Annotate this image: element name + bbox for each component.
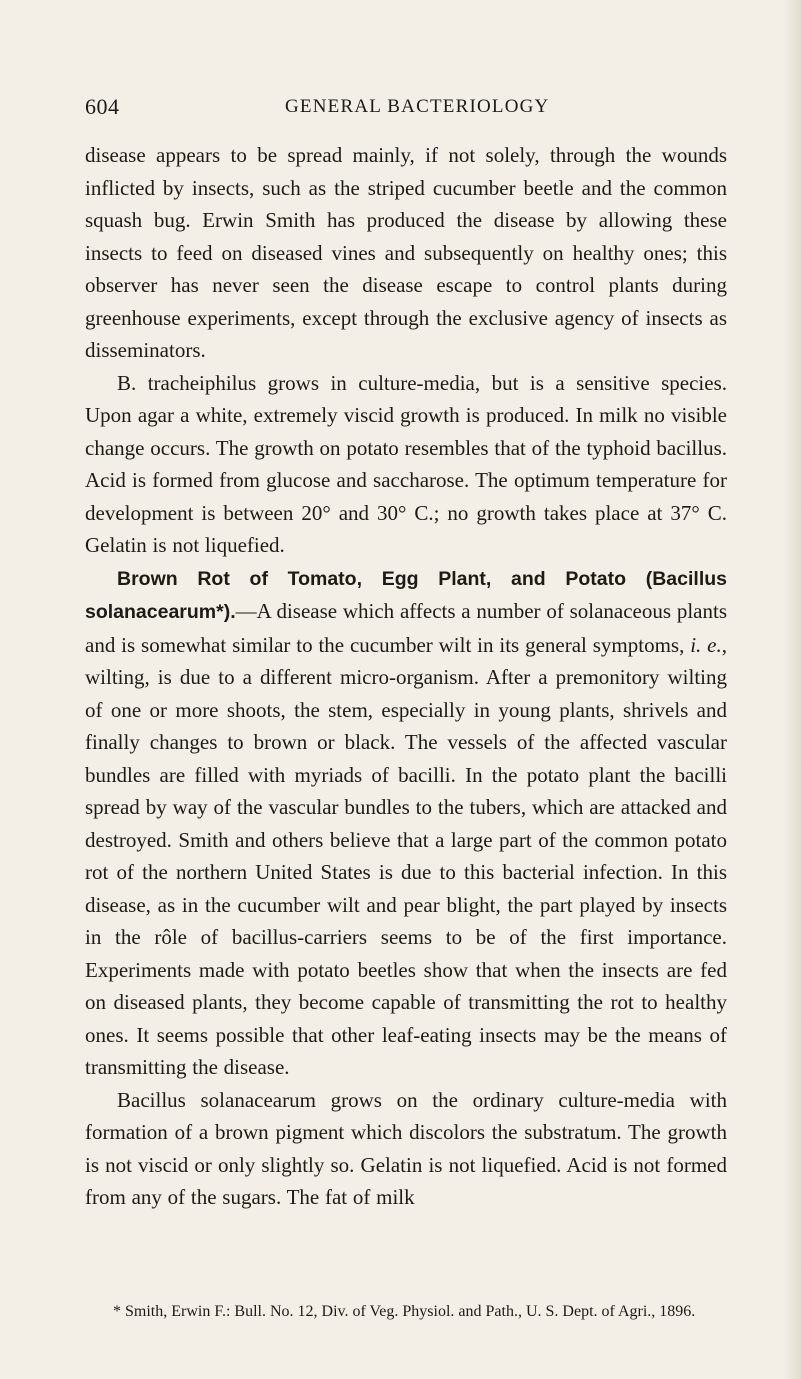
running-title: GENERAL BACTERIOLOGY xyxy=(285,96,550,117)
section-heading: Brown Rot of Tomato, Egg Plant, and Potato (Bacillus solanacearum*). xyxy=(85,567,727,623)
page-number: 604 xyxy=(85,94,120,119)
running-head xyxy=(85,94,730,134)
paragraph-4: Bacillus solanacearum grows on the ordinary culture-media with formation of a brown pigment which discolors the substratum. The growth is not viscid or only slightly so. Gelatin is not liquefied. Acid is not formed from any of the sugars. The fat of milk xyxy=(85,1087,727,1209)
paragraph-1: disease appears to be spread mainly, if not solely, through the wounds inflicted by insects, such as the striped cucumber beetle and the common squash bug. Erwin Smith has produced the disease by allowing these insects to feed on diseased vines and subsequently on healthy ones; this observer has never seen the disease escape to control plants during greenhouse experiments, except through the exclusive agency of insects as disseminators. xyxy=(85,143,727,362)
main-text xyxy=(85,139,727,1214)
footnote xyxy=(85,1301,727,1322)
paragraph-2: B. tracheiphilus grows in culture-media, but is a sensitive species. Upon agar a white, extremely viscid growth is produced. In milk no visible change occurs. The growth on potato resembles that of the typhoid bacillus. Acid is formed from glucose and saccharose. The optimum temperature for development is between 20° and 30° C.; no growth takes place at 37° C. Gelatin is not liquefied. xyxy=(85,370,727,557)
page-edge-shadow xyxy=(783,0,801,1379)
paragraph-3-text-b: , wilting, is due to a different micro-organism. After a premonitory wilting of one or more shoots, the stem, especially in young plants, shrivels and finally changes to brown or black. The vessels of the affected vascular bundles are filled with myriads of bacilli. In the potato plant the bacilli spread by way of the vascular bundles to the tubers, which are attacked and destroyed. Smith and others believe that a large part of the common potato rot of the northern United States is due to this bacterial infection. In this disease, as in the cucumber wilt and pear blight, the part played by insects in the rôle of bacillus-carriers seems to be of the first importance. Experiments made with potato beetles show that when the insects are fed on diseased plants, they become capable of transmitting the rot to healthy ones. It seems possible that other leaf-eating insects may be the means of transmitting the disease. xyxy=(85,632,727,1079)
paragraph-3-text-a: —A disease which affects a number of solanaceous plants and is somewhat similar to the cucumber wilt in its general symptoms, xyxy=(85,599,727,657)
paragraph-3-ie: i. e. xyxy=(690,632,722,657)
paragraph-3 xyxy=(85,562,727,1084)
footnote-text: * Smith, Erwin F.: Bull. No. 12, Div. of Veg. Physiol. and Path., U. S. Dept. of Agri., 1896. xyxy=(113,1303,696,1320)
